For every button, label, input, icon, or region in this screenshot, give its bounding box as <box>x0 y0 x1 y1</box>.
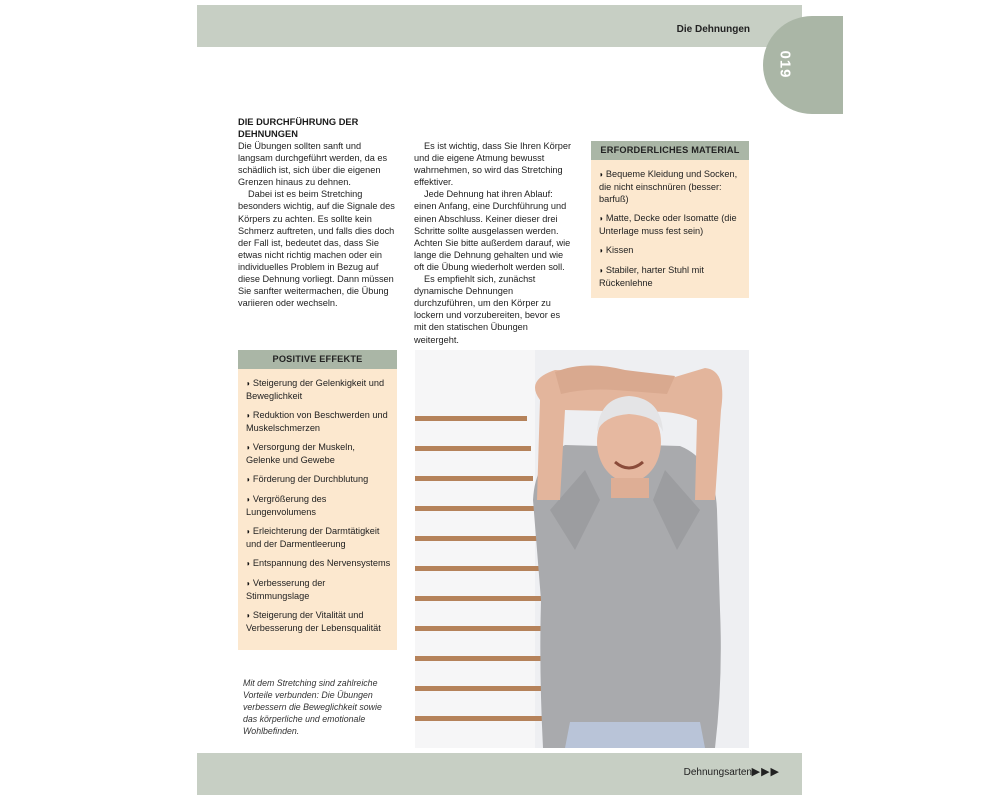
bullet-icon: ◗ <box>599 265 604 275</box>
list-item <box>599 168 743 205</box>
list-item <box>599 264 743 289</box>
paragraph: Es ist wichtig, dass Sie Ihren Körper und die eigene Atmung bewusst wahrnehmen, so wird das Stretching effektiver. <box>414 141 572 188</box>
paragraph: Dabei ist es beim Stretching besonders wichtig, auf die Signale des Körpers zu achten. Es sollte kein Schmerz auftreten, und falls dies doch der Fall ist, bedeutet das, dass Sie etwas nicht richtig machen oder ein individuelles Problem in Bezug auf diese Dehnung vorliegt. Dann müssen Sie sanfter weitermachen, die Übung variieren oder wechseln. <box>238 189 395 309</box>
effects-box <box>238 350 397 650</box>
list-item <box>246 473 391 486</box>
bullet-icon: ◗ <box>599 170 604 179</box>
list-item-text: Kissen <box>605 245 634 256</box>
bullet-icon: ◗ <box>246 578 251 588</box>
list-item <box>599 212 743 237</box>
paragraph: Jede Dehnung hat ihren Ablauf: einen Anfang, eine Durchführung und einen Abschluss. Keiner dieser drei Schritte sollte ausgelassen werden. Achten Sie bitte außerdem darauf, wie lange die Dehnung gehalten und wie oft die Übung wiederholt werden soll. <box>414 189 571 272</box>
bullet-icon: ◗ <box>246 442 251 452</box>
list-item-text: Stabiler, harter Stuhl mit Rückenlehne <box>599 264 704 289</box>
bullet-icon: ◗ <box>246 410 251 420</box>
bullet-icon: ◗ <box>599 214 604 224</box>
text-column-2 <box>414 140 574 346</box>
list-item-text: Matte, Decke oder Isomatte (die Unterlage muss fest sein) <box>599 213 737 237</box>
effects-box-title: POSITIVE EFFEKTE <box>238 350 397 369</box>
list-item-text: Förderung der Durchblutung <box>252 473 369 484</box>
page-number: 019 <box>776 50 794 79</box>
bullet-icon: ◗ <box>246 474 251 484</box>
list-item <box>246 609 391 634</box>
section-title: Die Dehnungen <box>676 24 750 35</box>
list-item-text: Steigerung der Vitalität und Verbesserung der Lebensqualität <box>246 609 381 633</box>
list-item <box>246 493 391 518</box>
bullet-icon: ◗ <box>246 379 251 388</box>
text-column-1 <box>238 116 398 309</box>
paragraph: Die Übungen sollten sanft und langsam durchgeführt werden, da es schädlich ist, sich über die eigenen Grenzen hinaus zu dehnen. <box>238 141 388 188</box>
list-item <box>599 244 743 257</box>
list-item-text: Bequeme Kleidung und Socken, die nicht einschnüren (besser: barfuß) <box>599 169 738 205</box>
material-box-title: ERFORDERLICHES MATERIAL <box>591 141 749 160</box>
list-item-text: Vergrößerung des Lungenvolumens <box>246 493 327 517</box>
list-item-text: Entspannung des Nervensystems <box>252 557 391 568</box>
stretching-photo <box>415 350 749 748</box>
list-item-text: Steigerung der Gelenkigkeit und Beweglichkeit <box>246 378 385 402</box>
bullet-icon: ◗ <box>246 558 251 568</box>
list-item <box>246 557 391 570</box>
list-item-text: Versorgung der Muskeln, Gelenke und Gewebe <box>246 441 355 466</box>
list-item-text: Reduktion von Beschwerden und Muskelschmerzen <box>246 409 388 434</box>
list-item <box>246 525 391 550</box>
bullet-icon: ◗ <box>599 246 604 256</box>
photo-caption: Mit dem Stretching sind zahlreiche Vorteile verbunden: Die Übungen verbessern die Beweglichkeit sowie das körperliche und emotionale Wohlbefinden. <box>243 678 382 736</box>
bullet-icon: ◗ <box>246 526 251 536</box>
footer-bar <box>197 753 802 795</box>
list-item-text: Erleichterung der Darmtätigkeit und der Darmentleerung <box>246 525 380 549</box>
section-heading: DIE DURCHFÜHRUNG DER DEHNUNGEN <box>238 117 359 139</box>
list-item <box>246 409 391 434</box>
bullet-icon: ◗ <box>246 494 251 504</box>
next-section-label: Dehnungsarten <box>683 767 752 778</box>
list-item <box>246 377 391 402</box>
list-item <box>246 577 391 602</box>
paragraph: Es empfiehlt sich, zunächst dynamische Dehnungen durchzuführen, um den Körper zu lockern und vorzubereiten, bevor es mit den statischen Übungen weitergeht. <box>414 274 561 345</box>
list-item <box>246 441 391 466</box>
material-box <box>591 141 749 298</box>
list-item-text: Verbesserung der Stimmungslage <box>246 577 326 601</box>
bullet-icon: ◗ <box>246 610 251 620</box>
next-arrows-icon: ▶▶▶ <box>751 766 780 778</box>
header-bar <box>197 5 802 47</box>
